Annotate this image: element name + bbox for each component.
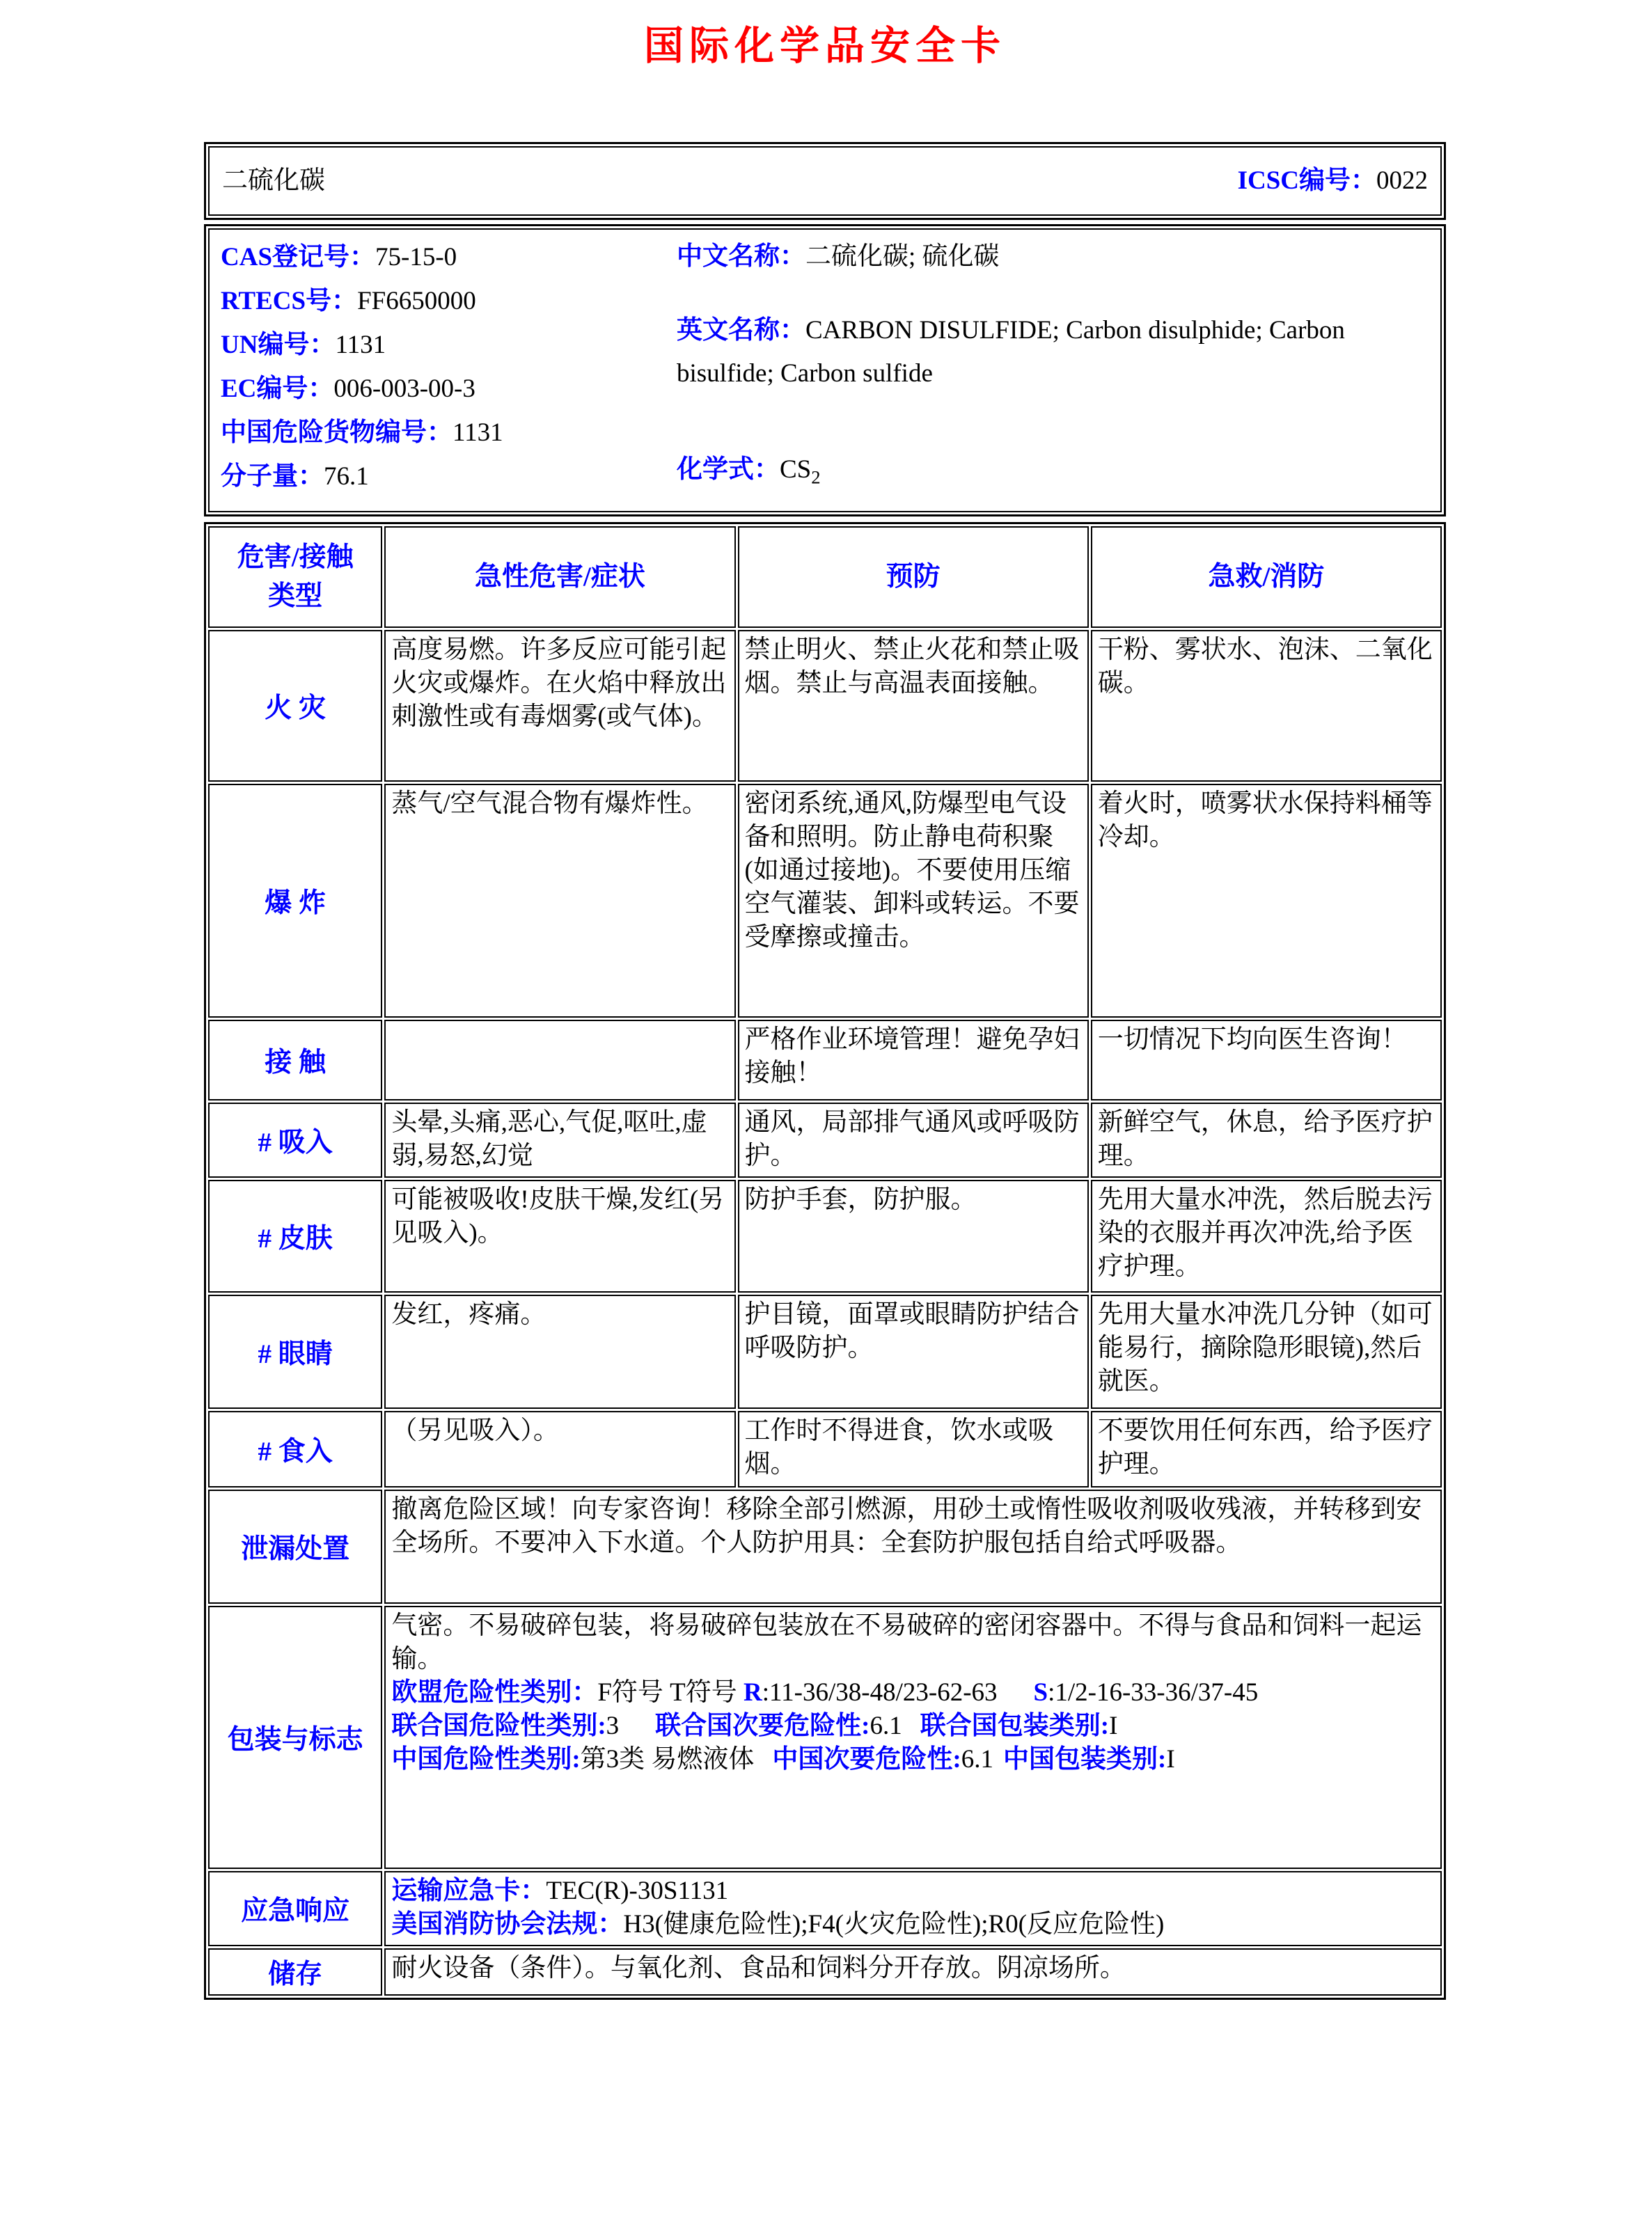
row-label-packaging-labelling: 包装与标志: [208, 1606, 382, 1869]
storage-text: 耐火设备（条件）。与氧化剂、食品和饲料分开存放。阴凉场所。: [384, 1948, 1442, 1996]
identifiers-left-column: [221, 235, 677, 498]
skin-firstaid: 先用大量水冲洗，然后脱去污染的衣服并再次冲洗,给予医疗护理。: [1091, 1180, 1442, 1293]
header-hazard-type: 危害/接触 类型: [208, 526, 382, 628]
packaging-cn-line: [391, 1743, 1435, 1776]
cas-number-label: CAS登记号：: [221, 243, 376, 271]
skin-prevention: 防护手套，防护服。: [738, 1180, 1089, 1293]
nfpa-code-line: [391, 1908, 1435, 1941]
table-row-eyes: [208, 1295, 1442, 1409]
ingestion-firstaid: 不要饮用任何东西，给予医疗护理。: [1091, 1411, 1442, 1488]
table-row-exposure: [208, 1020, 1442, 1100]
cn-hazard-class-label: 中国危险性类别:: [391, 1745, 581, 1774]
cas-number-row: [221, 235, 677, 279]
un-packing-group-value: I: [1109, 1712, 1118, 1741]
ingestion-prevention: 工作时不得进食，饮水或吸烟。: [738, 1411, 1089, 1488]
un-number-label: UN编号：: [221, 331, 336, 359]
chinese-name-row: [677, 235, 1429, 278]
explosion-firstaid: 着火时，喷雾状水保持料桶等冷却。: [1091, 784, 1442, 1018]
rtecs-number-row: [221, 279, 677, 323]
transport-emergency-card-line: [391, 1875, 1435, 1908]
row-label-spill-disposal: 泄漏处置: [208, 1490, 382, 1604]
row-label-storage: 储存: [208, 1948, 382, 1996]
exposure-firstaid: 一切情况下均向医生咨询！: [1091, 1020, 1442, 1100]
cas-number-value: 75-15-0: [375, 243, 457, 271]
rtecs-number-value: FF6650000: [357, 287, 476, 315]
row-label-ingestion: # 食入: [208, 1411, 382, 1488]
cn-subsidiary-risk-label: 中国次要危险性:: [772, 1745, 961, 1774]
ec-number-row: [221, 367, 677, 411]
chemical-formula-base: CS: [780, 455, 812, 484]
table-row-packaging-labelling: [208, 1606, 1442, 1869]
row-label-fire: 火 灾: [208, 630, 382, 782]
inhalation-symptom: 头晕,头痛,恶心,气促,呕吐,虚弱,易怒,幻觉: [384, 1103, 735, 1178]
china-dg-number-value: 1131: [453, 418, 503, 447]
eyes-symptom: 发红，疼痛。: [384, 1295, 735, 1409]
un-subsidiary-risk-label: 联合国次要危险性:: [655, 1712, 870, 1741]
table-row-storage: [208, 1948, 1442, 1996]
fire-firstaid: 干粉、雾状水、泡沫、二氧化碳。: [1091, 630, 1442, 782]
molecular-weight-label: 分子量：: [221, 462, 324, 491]
un-number-value: 1131: [335, 331, 386, 359]
un-number-row: [221, 323, 677, 367]
header-prevention: 预防: [738, 526, 1089, 628]
english-name-value: CARBON DISULFIDE; Carbon disulphide; Carbon bisulfide; Carbon sulfide: [677, 316, 1345, 388]
nfpa-code-value: H3(健康危险性);F4(火灾危险性);R0(反应危险性): [623, 1910, 1165, 1939]
chemical-formula-subscript: 2: [811, 466, 821, 488]
identifiers-box-inner: [208, 228, 1442, 512]
skin-symptom: 可能被吸收!皮肤干燥,发红(另见吸入)。: [384, 1180, 735, 1293]
s-phrases-value: :1/2-16-33-36/37-45: [1048, 1678, 1259, 1707]
page-title: 国际化学品安全卡: [644, 24, 1006, 68]
explosion-prevention: 密闭系统,通风,防爆型电气设备和照明。防止静电荷积聚(如通过接地)。不要使用压缩空气灌装、卸料或转运。不要受摩擦或撞击。: [738, 784, 1089, 1018]
chemical-formula-row: [677, 448, 1429, 498]
inhalation-prevention: 通风，局部排气通风或呼吸防护。: [738, 1103, 1089, 1178]
cn-subsidiary-risk-value: 6.1: [961, 1745, 993, 1774]
r-phrases-label: R: [744, 1678, 762, 1707]
row-label-emergency-response: 应急响应: [208, 1871, 382, 1946]
hazard-table: [204, 522, 1446, 2000]
packaging-eu-line: [391, 1676, 1435, 1710]
table-row-spill-disposal: [208, 1490, 1442, 1604]
eyes-firstaid: 先用大量水冲洗几分钟（如可能易行，摘除隐形眼镜),然后就医。: [1091, 1295, 1442, 1409]
chinese-name-value: 二硫化碳; 硫化碳: [805, 242, 1000, 271]
fire-prevention: 禁止明火、禁止火花和禁止吸烟。禁止与高温表面接触。: [738, 630, 1089, 782]
ec-number-label: EC编号：: [221, 374, 334, 403]
document-content: [204, 25, 1446, 2000]
exposure-symptom: [384, 1020, 735, 1100]
row-label-skin: # 皮肤: [208, 1180, 382, 1293]
table-row-inhalation: [208, 1103, 1442, 1178]
cn-packing-group-label: 中国包装类别:: [1003, 1745, 1167, 1774]
packaging-labelling-cell: [384, 1606, 1442, 1869]
cn-hazard-class-value: 第3类 易燃液体: [580, 1745, 755, 1774]
un-packing-group-label: 联合国包装类别:: [920, 1712, 1110, 1741]
row-label-eyes: # 眼睛: [208, 1295, 382, 1409]
cn-packing-group-value: I: [1166, 1745, 1175, 1774]
row-label-explosion: 爆 炸: [208, 784, 382, 1018]
un-subsidiary-risk-value: 6.1: [870, 1712, 902, 1741]
transport-emergency-card-value: TEC(R)-30S1131: [546, 1877, 729, 1906]
english-name-label: 英文名称：: [677, 316, 805, 345]
chemical-formula-label: 化学式：: [677, 455, 780, 484]
header-acute-symptoms: 急性危害/症状: [384, 526, 735, 628]
identifiers-right-column: [677, 235, 1429, 498]
molecular-weight-row: [221, 455, 677, 498]
table-row-skin: [208, 1180, 1442, 1293]
table-header-row: [208, 526, 1442, 628]
packaging-un-line: [391, 1710, 1435, 1743]
nfpa-code-label: 美国消防协会法规：: [391, 1910, 624, 1939]
table-row-fire: [208, 630, 1442, 782]
molecular-weight-value: 76.1: [324, 462, 369, 491]
row-label-inhalation: # 吸入: [208, 1103, 382, 1178]
eu-hazard-class-label: 欧盟危险性类别：: [391, 1678, 598, 1707]
identifiers-box: [204, 224, 1446, 516]
english-name-row: [677, 309, 1429, 395]
un-hazard-class-label: 联合国危险性类别:: [391, 1712, 606, 1741]
eyes-prevention: 护目镜，面罩或眼睛防护结合呼吸防护。: [738, 1295, 1089, 1409]
fire-symptom: 高度易燃。许多反应可能引起火灾或爆炸。在火焰中释放出刺激性或有毒烟雾(或气体)。: [384, 630, 735, 782]
chemical-name: 二硫化碳: [222, 166, 325, 195]
icsc-number-value: 0022: [1376, 166, 1428, 195]
emergency-response-cell: [384, 1871, 1442, 1946]
eu-hazard-symbols: F符号 T符号: [597, 1678, 744, 1707]
row-label-exposure: 接 触: [208, 1020, 382, 1100]
exposure-prevention: 严格作业环境管理！避免孕妇接触！: [738, 1020, 1089, 1100]
table-row-ingestion: [208, 1411, 1442, 1488]
explosion-symptom: 蒸气/空气混合物有爆炸性。: [384, 784, 735, 1018]
table-row-explosion: [208, 784, 1442, 1018]
spill-disposal-text: 撤离危险区域！向专家咨询！移除全部引燃源，用砂土或惰性吸收剂吸收残液，并转移到安全场所。不要冲入下水道。个人防护用具：全套防护服包括自给式呼吸器。: [384, 1490, 1442, 1604]
transport-emergency-card-label: 运输应急卡：: [391, 1877, 546, 1906]
s-phrases-label: S: [1033, 1678, 1048, 1707]
inhalation-firstaid: 新鲜空气，休息，给予医疗护理。: [1091, 1103, 1442, 1178]
ec-number-value: 006-003-00-3: [333, 374, 475, 403]
chemical-name-box-inner: [208, 146, 1442, 216]
header-firstaid-firefighting: 急救/消防: [1091, 526, 1442, 628]
ingestion-symptom: （另见吸入）。: [384, 1411, 735, 1488]
chemical-name-box: [204, 142, 1446, 220]
china-dg-number-row: [221, 411, 677, 455]
rtecs-number-label: RTECS号：: [221, 287, 358, 315]
icsc-number-field: [1238, 159, 1428, 196]
r-phrases-value: :11-36/38-48/23-62-63: [762, 1678, 998, 1707]
chinese-name-label: 中文名称：: [677, 242, 805, 271]
un-hazard-class-value: 3: [606, 1712, 620, 1741]
china-dg-number-label: 中国危险货物编号：: [221, 418, 453, 447]
table-row-emergency-response: [208, 1871, 1442, 1946]
packaging-general-text: 气密。不易破碎包装，将易破碎包装放在不易破碎的密闭容器中。不得与食品和饲料一起运输。: [391, 1611, 1422, 1674]
icsc-number-label: ICSC编号：: [1237, 166, 1376, 195]
